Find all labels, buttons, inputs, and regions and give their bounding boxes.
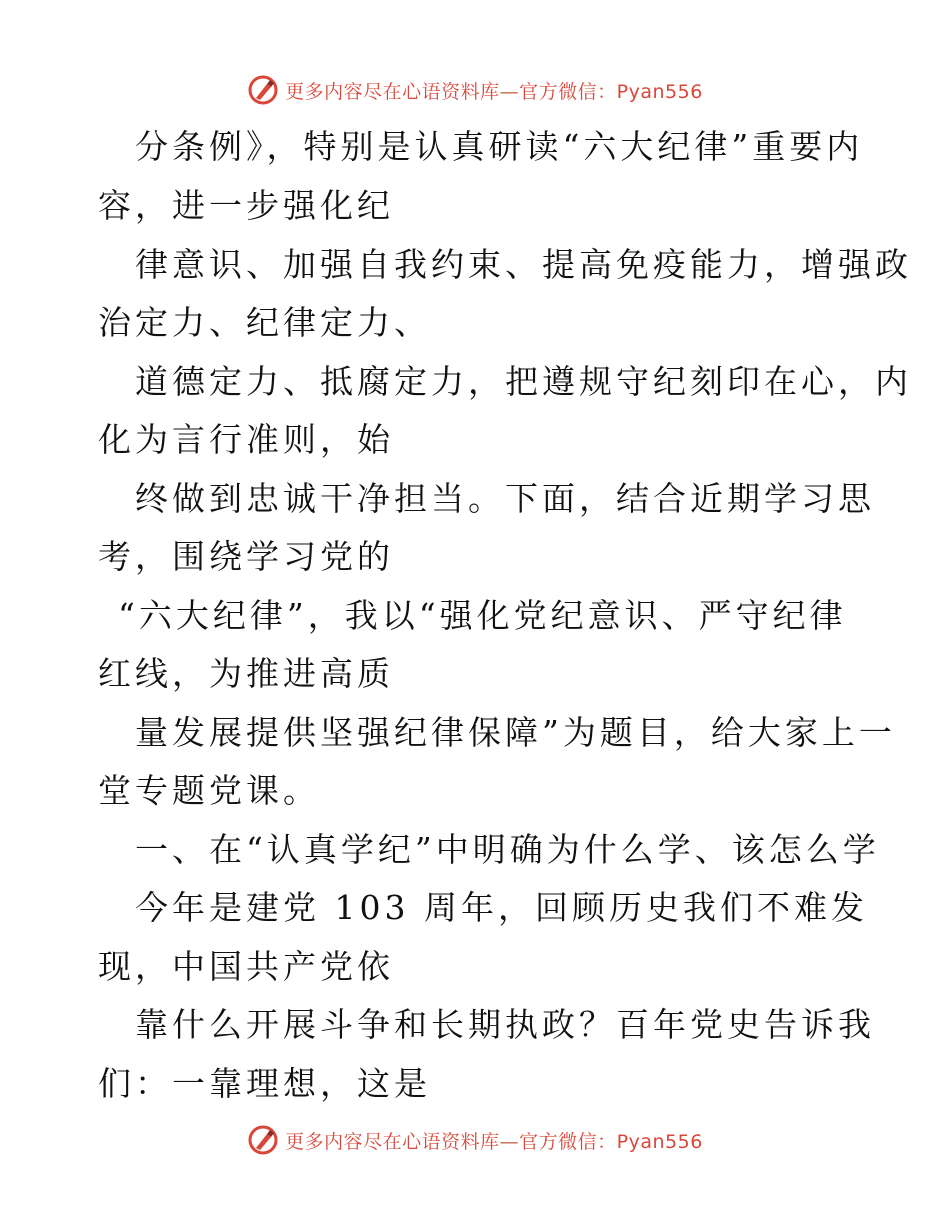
- body-line: 律意识、加强自我约束、提高免疫能力，增强政: [135, 245, 912, 284]
- body-line: 红线，为推进高质: [98, 654, 394, 693]
- body-line: 化为言行准则，始: [98, 420, 394, 459]
- body-line: 考，围绕学习党的: [98, 537, 394, 576]
- footer-watermark: [0, 1120, 950, 1160]
- pen-logo-icon: [247, 1124, 279, 1156]
- watermark-contact: 官方微信：Pyan556: [519, 80, 703, 103]
- body-line: 终做到忠诚干净担当。下面，结合近期学习思: [135, 479, 875, 518]
- watermark-contact: 官方微信：Pyan556: [519, 1130, 703, 1153]
- body-line: 堂专题党课。: [98, 771, 320, 810]
- body-line: 道德定力、抵腐定力，把遵规守纪刻印在心，内: [135, 362, 912, 401]
- watermark-text: [285, 1127, 703, 1154]
- body-line: 分条例》，特别是认真研读“六大纪律”重要内: [135, 127, 864, 166]
- watermark-brand: 更多内容尽在心语资料库: [285, 1130, 500, 1153]
- body-line: 容，进一步强化纪: [98, 186, 394, 225]
- body-line: 治定力、纪律定力、: [98, 303, 431, 342]
- body-line: 靠什么开展斗争和长期执政？百年党史告诉我: [135, 1005, 875, 1044]
- watermark-separator: —: [499, 1130, 520, 1153]
- section-heading: 一、在“认真学纪”中明确为什么学、该怎么学: [135, 830, 880, 869]
- watermark-separator: —: [499, 80, 520, 103]
- body-line: 量发展提供坚强纪律保障”为题目，给大家上一: [135, 713, 896, 752]
- body-line: 今年是建党 103 周年，回顾历史我们不难发: [135, 888, 868, 927]
- body-line: 们：一靠理想，这是: [98, 1064, 431, 1103]
- watermark-brand: 更多内容尽在心语资料库: [285, 80, 500, 103]
- body-line: 现，中国共产党依: [98, 947, 394, 986]
- body-line: “六大纪律”，我以“强化党纪意识、严守纪律: [118, 596, 847, 635]
